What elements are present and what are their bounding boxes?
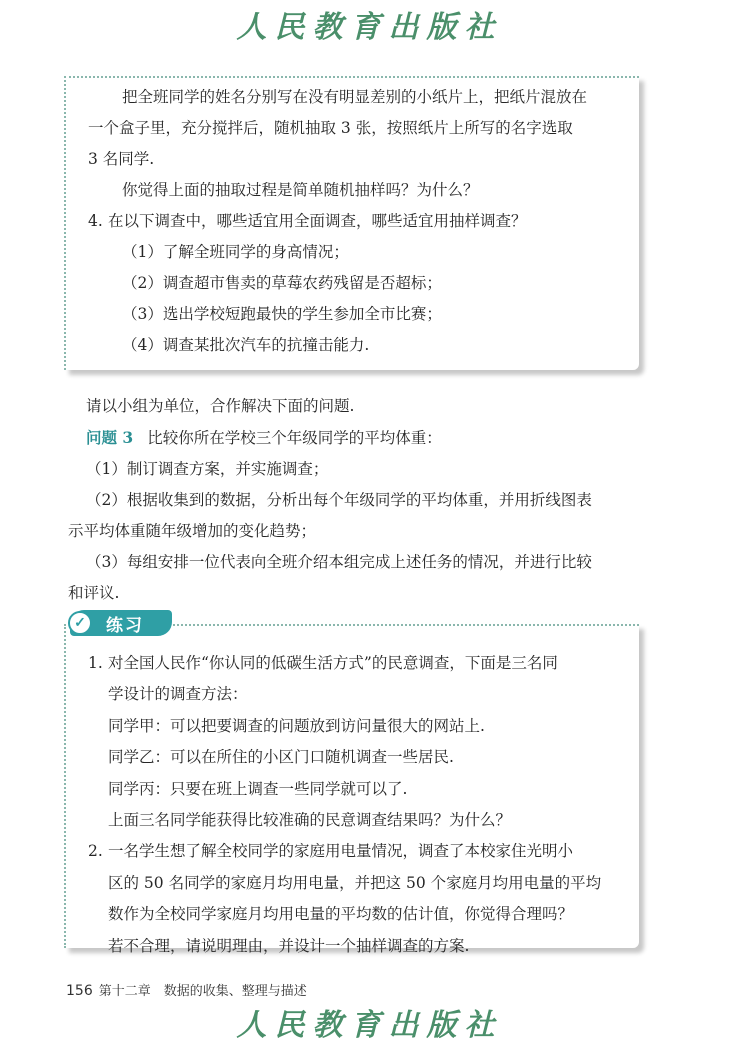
question-number: 2. [88, 842, 103, 861]
question-number: 1. [88, 654, 103, 672]
group-activity [68, 391, 646, 609]
publisher-logo-top: 人民教育出版社 [236, 10, 503, 45]
chapter-title: 第十二章 数据的收集、整理与描述 [98, 984, 307, 999]
practice-heading [70, 610, 172, 636]
problem-step: （2）根据收集到的数据，分析出每个年级同学的平均体重，并用折线图表 [86, 491, 592, 509]
problem-step-continued: 和评议. [68, 584, 120, 602]
question-text-continued: 学设计的调查方法： [108, 685, 248, 704]
question-text-continued: 数作为全校同学家庭月均用电量的平均数的估计值，你觉得合理吗？ [108, 905, 574, 924]
practice-question-1 [88, 648, 629, 679]
sub-item: （4）调查某批次汽车的抗撞击能力. [122, 336, 370, 354]
problem-3 [86, 422, 646, 454]
question-text: 对全国人民作“你认同的低碳生活方式”的民意调查，下面是三名同 [108, 654, 558, 672]
practice-label: 练习 [106, 615, 144, 636]
practice-check-icon: ✓ [68, 611, 92, 635]
page-number: 156 [66, 983, 93, 999]
problem-step: （3）每组安排一位代表向全班介绍本组完成上述任务的情况，并进行比较 [86, 553, 592, 571]
question-prompt: 上面三名同学能获得比较准确的民意调查结果吗？为什么？ [108, 811, 512, 830]
question-text-continued: 区的 50 名同学的家庭月均用电量，并把这 50 个家庭月均用电量的平均 [108, 873, 602, 892]
practice-box [64, 624, 639, 955]
question-text-continued: 若不合理，请说明理由，并设计一个抽样调查的方案. [108, 936, 470, 955]
method-option: 同学丙：只要在班上调查一些同学就可以了. [108, 779, 408, 798]
activity-intro: 请以小组为单位，合作解决下面的问题. [86, 397, 355, 415]
problem-text: 比较你所在学校三个年级同学的平均体重： [147, 429, 442, 447]
sub-item: （3）选出学校短跑最快的学生参加全市比赛； [122, 305, 442, 323]
question-number: 4. [88, 212, 103, 230]
problem-step: （1）制订调查方案，并实施调查； [86, 460, 329, 478]
problem-step-continued: 示平均体重随年级增加的变化趋势； [68, 522, 317, 540]
method-option: 同学甲：可以把要调查的问题放到访问量很大的网站上. [108, 716, 485, 735]
sub-item: （2）调查超市售卖的草莓农药残留是否超标； [122, 274, 442, 292]
exercise-text-line: 3 名同学. [88, 150, 155, 168]
question-text: 一名学生想了解全校同学的家庭用电量情况，调查了本校家住光明小 [108, 842, 574, 861]
exercise-box-continued [64, 76, 639, 370]
practice-question-2 [88, 836, 629, 867]
publisher-logo-bottom: 人民教育出版社 [236, 1008, 503, 1043]
exercise-text-line: 一个盒子里，充分搅拌后，随机抽取 3 张，按照纸片上所写的名字选取 [88, 119, 573, 137]
method-option: 同学乙：可以在所住的小区门口随机调查一些居民. [108, 748, 454, 767]
question-text: 在以下调查中，哪些适宜用全面调查，哪些适宜用抽样调查？ [108, 212, 527, 230]
exercise-text-line: 把全班同学的姓名分别写在没有明显差别的小纸片上，把纸片混放在 [122, 88, 588, 106]
problem-label: 问题 3 [86, 428, 134, 447]
exercise-question: 你觉得上面的抽取过程是简单随机抽样吗？为什么？ [122, 181, 479, 199]
question-4 [88, 206, 627, 237]
sub-item: （1）了解全班同学的身高情况； [122, 243, 349, 261]
page-footer [66, 980, 307, 999]
